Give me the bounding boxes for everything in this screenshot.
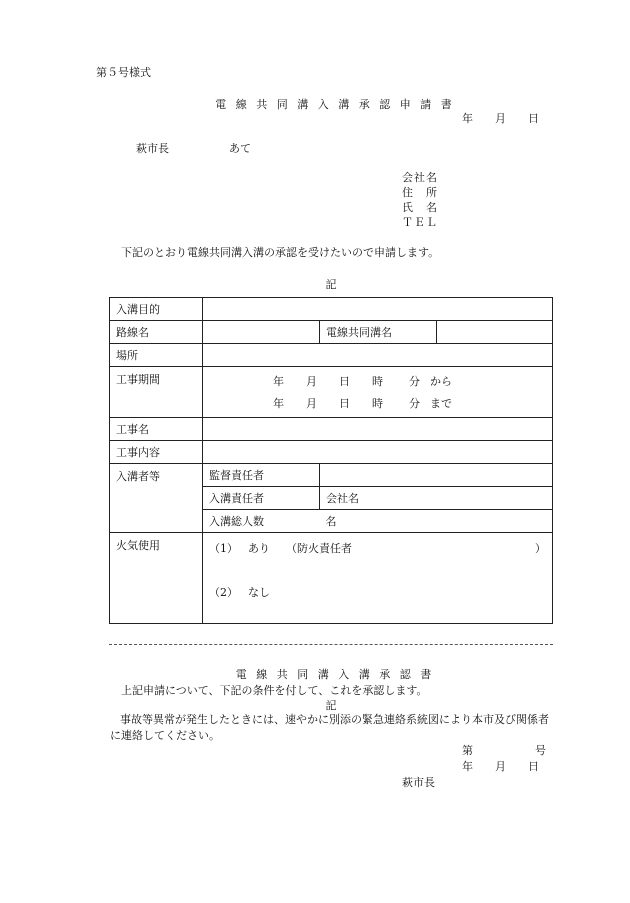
table-row: [110, 464, 553, 487]
table-row: [110, 533, 553, 624]
purpose-label: 入溝目的: [110, 298, 203, 321]
fire-yes-line: [209, 537, 546, 559]
addressee: [136, 140, 251, 156]
document-title: 電 線 共 同 溝 入 溝 承 認 申 請 書: [215, 98, 455, 111]
period-minute: 分: [409, 397, 420, 410]
period-from: から: [430, 375, 452, 388]
table-row: [110, 418, 553, 441]
total-people-field[interactable]: [320, 510, 553, 533]
work-content-field[interactable]: [203, 441, 553, 464]
fire-no-option[interactable]: なし: [248, 586, 270, 599]
approval-notice: 事故等異常が発生したときには、速やかに別添の緊急連絡系統図により本市及び関係者に連絡してください。: [110, 713, 549, 742]
work-content-label: 工事内容: [110, 441, 203, 464]
period-month: 月: [306, 397, 317, 410]
approval-year: 年: [462, 760, 473, 773]
approval-issuer: 萩市長: [402, 776, 435, 789]
location-field[interactable]: [203, 344, 553, 367]
work-name-label: 工事名: [110, 418, 203, 441]
route-label: 路線名: [110, 321, 203, 344]
fire-use-label: 火気使用: [110, 533, 203, 624]
approval-day: 日: [528, 760, 539, 773]
date-day: 日: [528, 112, 539, 125]
period-hour: 時: [372, 397, 383, 410]
date-month: 月: [495, 112, 506, 125]
table-row: [110, 441, 553, 464]
cut-line-divider: [109, 644, 553, 645]
number-suffix: 号: [535, 744, 546, 757]
purpose-field[interactable]: [203, 298, 553, 321]
application-date: [462, 110, 539, 126]
fire-no-line: [209, 581, 546, 603]
period-hour: 時: [372, 375, 383, 388]
conduit-name-label: 電線共同溝名: [320, 321, 437, 344]
period-minute: 分: [409, 375, 420, 388]
route-field[interactable]: [203, 321, 320, 344]
period-field[interactable]: [203, 367, 553, 418]
period-year: 年: [273, 397, 284, 410]
approval-number: [462, 742, 546, 758]
addressee-name: 萩市長: [136, 142, 169, 155]
fire-yes-number: （1）: [209, 542, 238, 555]
period-from-line: [203, 370, 552, 392]
applicant-tel-label: ＴＥＬ: [402, 216, 438, 229]
table-row: [110, 321, 553, 344]
addressee-suffix: あて: [229, 142, 251, 155]
application-statement: 下記のとおり電線共同溝入溝の承認を受けたいので申請します。: [121, 246, 440, 259]
fire-no-number: （2）: [209, 586, 238, 599]
fire-officer-close: ）: [535, 542, 546, 555]
approval-title: 電 線 共 同 溝 入 溝 承 認 書: [235, 668, 435, 681]
work-name-field[interactable]: [203, 418, 553, 441]
table-row: [110, 298, 553, 321]
approval-date: [462, 758, 539, 774]
supervisor-label: 監督責任者: [203, 464, 320, 487]
table-row: [110, 367, 553, 418]
fire-yes-option[interactable]: あり: [248, 542, 270, 555]
form-number: 第５号様式: [96, 66, 151, 79]
applicant-block: [402, 170, 438, 230]
period-to-line: [203, 392, 552, 414]
period-month: 月: [306, 375, 317, 388]
applicant-company-label: 会社名: [402, 171, 438, 184]
table-row: [110, 344, 553, 367]
people-unit: 名: [325, 515, 337, 528]
application-table: [109, 297, 553, 624]
period-day: 日: [339, 375, 350, 388]
period-day: 日: [339, 397, 350, 410]
fire-use-field[interactable]: [203, 533, 553, 624]
entry-manager-label: 入溝責任者: [203, 487, 320, 510]
entrants-label: 入溝者等: [110, 464, 203, 533]
company-label: 会社名: [326, 492, 359, 505]
approval-statement: 上記申請について、下記の条件を付して、これを承認します。: [121, 684, 428, 697]
period-year: 年: [273, 375, 284, 388]
ki-heading: 記: [325, 278, 337, 291]
supervisor-field[interactable]: [320, 464, 553, 487]
period-label: 工事期間: [110, 367, 203, 418]
applicant-name-label: 氏 名: [402, 201, 438, 214]
conduit-name-field[interactable]: [437, 321, 553, 344]
applicant-address-label: 住 所: [402, 186, 438, 199]
location-label: 場所: [110, 344, 203, 367]
entry-manager-company-field[interactable]: [320, 487, 553, 510]
total-people-label: 入溝総人数: [203, 510, 320, 533]
date-year: 年: [462, 112, 473, 125]
approval-ki-heading: 記: [325, 699, 337, 712]
fire-officer-label: （防火責任者: [286, 542, 352, 555]
approval-month: 月: [495, 760, 506, 773]
number-prefix: 第: [462, 744, 473, 757]
period-to: まで: [430, 397, 452, 410]
